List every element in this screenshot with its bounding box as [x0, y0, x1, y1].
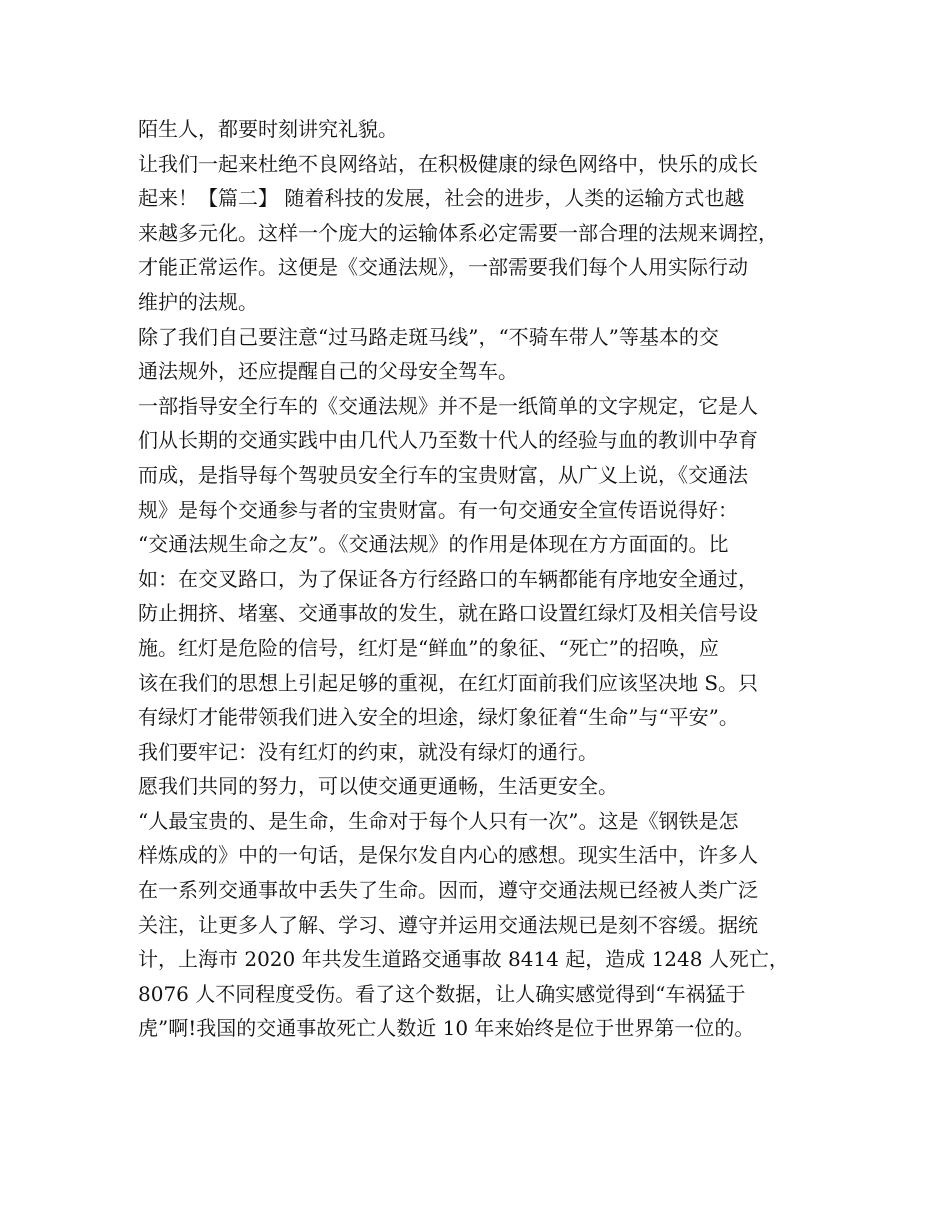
text-line: 我们要牢记：没有红灯的约束，就没有绿灯的通行。: [138, 739, 598, 764]
text-line: 通法规外，还应提醒自己的父母安全驾车。: [138, 359, 518, 384]
text-line: 样炼成的》中的一句话，是保尔发自内心的感想。现实生活中，许多人: [138, 843, 758, 868]
text-line: 关注，让更多人了解、学习、遵守并运用交通法规已是刻不容缓。据统: [138, 912, 758, 937]
text-line: 来越多元化。这样一个庞大的运输体系必定需要一部合理的法规来调控，: [138, 220, 778, 245]
text-line: 起来！【篇二】 随着科技的发展，社会的进步，人类的运输方式也越: [138, 186, 745, 211]
text-line: 陌生人，都要时刻讲究礼貌。: [138, 117, 398, 141]
text-line: 在一系列交通事故中丢失了生命。因而，遵守交通法规已经被人类广泛: [138, 878, 758, 903]
text-line: 计，上海市 2020 年共发生道路交通事故 8414 起，造成 1248 人死亡，: [138, 947, 789, 972]
text-line: 虎”啊!我国的交通事故死亡人数近 10 年来始终是位于世界第一位的。: [138, 1016, 755, 1041]
text-line: 才能正常运作。这便是《交通法规》，一部需要我们每个人用实际行动: [138, 255, 748, 280]
text-line: 防止拥挤、堵塞、交通事故的发生，就在路口设置红绿灯及相关信号设: [138, 601, 758, 626]
text-line: 除了我们自己要注意“过马路走斑马线”，“不骑车带人”等基本的交: [138, 324, 719, 349]
text-line: 施。红灯是危险的信号，红灯是“鲜血”的象征、“死亡”的招唤，应: [138, 635, 719, 660]
text-line: 一部指导安全行车的《交通法规》并不是一纸简单的文字规定，它是人: [138, 393, 758, 418]
text-line: “人最宝贵的、是生命，生命对于每个人只有一次”。这是《钢铁是怎: [138, 808, 739, 833]
text-line: 们从长期的交通实践中由几代人乃至数十代人的经验与血的教训中孕育: [138, 428, 758, 453]
text-line: 规》是每个交通参与者的宝贵财富。有一句交通安全宣传语说得好：: [138, 497, 738, 522]
text-line: 让我们一起来杜绝不良网络站，在积极健康的绿色网络中，快乐的成长: [138, 151, 758, 176]
text-line: 而成，是指导每个驾驶员安全行车的宝贵财富，从广义上说，《交通法: [138, 462, 748, 487]
text-line: “交通法规生命之友”。《交通法规》的作用是体现在方方面面的。比: [138, 532, 729, 557]
text-line: 维护的法规。: [138, 289, 258, 314]
text-line: 愿我们共同的努力，可以使交通更通畅，生活更安全。: [138, 774, 618, 799]
text-line: 8076 人不同程度受伤。看了这个数据，让人确实感觉得到“车祸猛于: [138, 981, 746, 1006]
text-line: 如：在交叉路口，为了保证各方行经路口的车辆都能有序地安全通过，: [138, 566, 758, 591]
text-line: 有绿灯才能带领我们进入安全的坦途，绿灯象征着“生命”与“平安”。: [138, 705, 739, 730]
document-body: [138, 112, 828, 1046]
text-line: 该在我们的思想上引起足够的重视，在红灯面前我们应该坚决地 S。只: [138, 670, 759, 695]
